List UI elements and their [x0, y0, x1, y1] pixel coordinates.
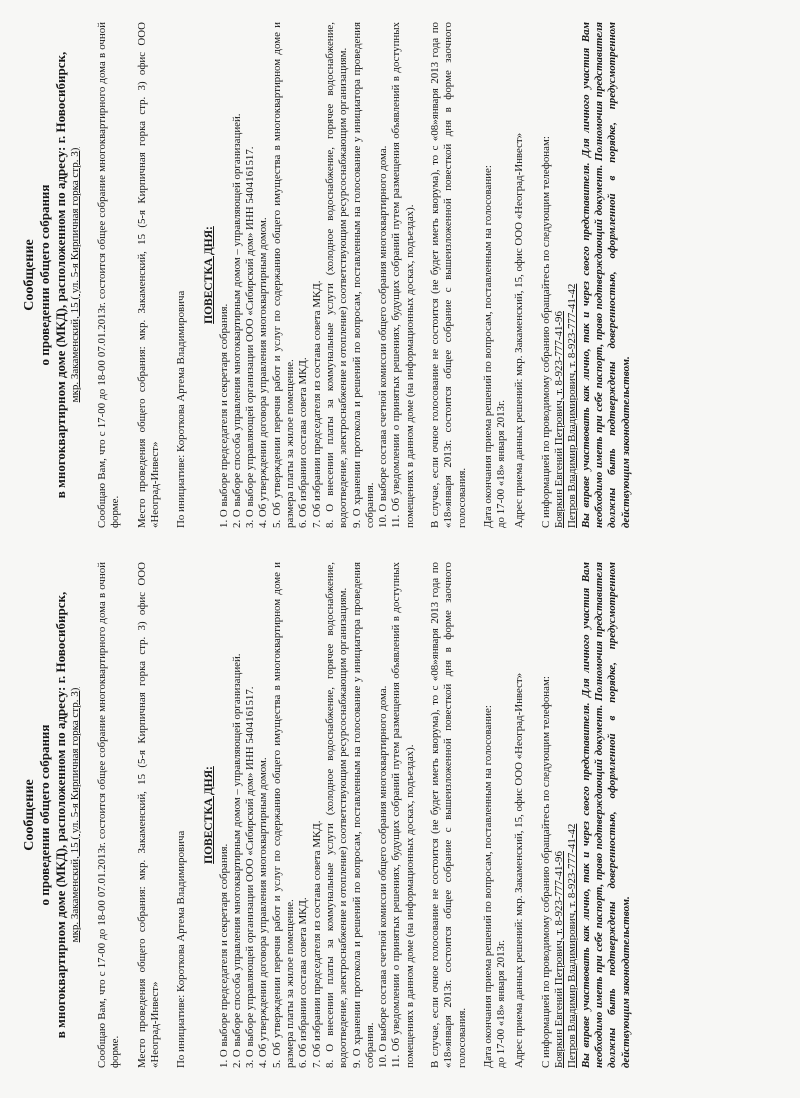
- notice-subtitle: о проведении общего собрания: [37, 184, 53, 366]
- agenda-item: 6. Об избрании состава совета МКД.: [297, 357, 310, 528]
- agenda-list: [218, 562, 417, 1068]
- contact-line: Петров Владимир Владимирович, т. 8-923-777-41-42: [566, 283, 579, 528]
- agenda-item: 9. О хранении протокола и решений по вопросам, поставленным на голосование у инициатора проведения собрания.: [350, 22, 376, 528]
- agenda-title: ПОВЕСТКА ДНЯ:: [202, 226, 215, 324]
- notice-subject: в многоквартирном доме (МКД), расположенном по адресу: г. Новосибирск,: [53, 591, 69, 1039]
- agenda-item: 10. О выборе состава счетной комиссии общего собрания многоквартирного дома.: [377, 145, 390, 528]
- notice-subject: в многоквартирном доме (МКД), расположенном по адресу: г. Новосибирск,: [53, 51, 69, 499]
- notice-title: Сообщение: [22, 779, 37, 851]
- agenda-item: 6. Об избрании состава совета МКД.: [297, 897, 310, 1068]
- notice-rights: Вы вправе участвовать как лично, так и через своего представителя. Для личного участия Вам необходимо иметь при себе паспорт, право подтверждающий документ. Полномочия представителя должны быть подтверждены доверенностью, оформленной в порядке, предусмотренном действующим законодательством.: [579, 22, 632, 528]
- agenda-item: 11. Об уведомлении о принятых решениях, будущих собраний путем размещения объявлений в доступных помещениях в данном доме (на информационных досках, подъездах).: [390, 22, 416, 528]
- notice-rights: Вы вправе участвовать как лично, так и через своего представителя. Для личного участия Вам необходимо иметь при себе паспорт, право подтверждающий документ. Полномочия представителя должны быть подтверждены доверенностью, оформленной в порядке, предусмотренном действующим законодательством.: [579, 562, 632, 1068]
- agenda-item: 3. О выборе управляющей организации ООО «Сибирский дом» ИНН 5404161517.: [244, 686, 257, 1068]
- agenda-item: 7. Об избрании председателя из состава совета МКД.: [310, 280, 323, 528]
- notice-absentee-voting: В случае, если очное голосование не состоится (не будет иметь кворума), то с «08»января 2013 года по «18»января 2013г. состоится общее собрание с вышеизложенной повесткой дня в форме заочного голосования.: [428, 22, 468, 528]
- agenda-item: 4. Об утверждении договора управления многоквартирным домом.: [257, 757, 270, 1068]
- notice-initiator: По инициативе: Короткова Артема Владимировича: [175, 830, 188, 1068]
- agenda-item: 11. Об уведомлении о принятых решениях, будущих собраний путем размещения объявлений в доступных помещениях в данном доме (на информационных досках, подъездах).: [390, 562, 416, 1068]
- agenda-item: 8. О внесении платы за коммунальные услуги (холодное водоснабжение, горячее водоснабжение, водоотведение, электроснабжение и отопление) соответствующим ресурсоснабжающим организациям.: [323, 562, 350, 1068]
- notice-deadline-label: Дата окончания приема решений по вопросам, поставленным на голосование:: [481, 165, 494, 528]
- notice-intro: Сообщаю Вам, что с 17-00 до 18-00 07.01.2013г. состоится общее собрание многоквартирного дома в очной форме.: [96, 562, 122, 1068]
- agenda-item: 7. Об избрании председателя из состава совета МКД.: [310, 820, 323, 1068]
- agenda-item: 10. О выборе состава счетной комиссии общего собрания многоквартирного дома.: [377, 685, 390, 1068]
- notice-subtitle: о проведении общего собрания: [37, 724, 53, 906]
- notice-contacts: [540, 22, 633, 528]
- notice-contacts: [540, 562, 633, 1068]
- meeting-notice-1: [22, 562, 782, 1068]
- contact-line: Бояркин Евгений Петрович, т. 8-923-777-41-96: [553, 851, 566, 1068]
- notice-address: мкр. Закаменский, 15 ( ул. 5-я Кирпичная горка стр. 3): [68, 687, 81, 943]
- agenda-item: 9. О хранении протокола и решений по вопросам, поставленным на голосование у инициатора проведения собрания.: [350, 562, 376, 1068]
- contact-line: Бояркин Евгений Петрович, т. 8-923-777-41-96: [553, 311, 566, 528]
- contact-line: Петров Владимир Владимирович, т. 8-923-777-41-42: [566, 823, 579, 1068]
- notice-receipt-address: Адрес приема данных решений: мкр. Закаменский, 15, офис ООО «Неоград-Инвест»: [513, 672, 526, 1068]
- notice-info-phone: С информацией по проводимому собранию обращайтесь по следующим телефонам:: [539, 136, 552, 528]
- notice-absentee-voting: В случае, если очное голосование не состоится (не будет иметь кворума), то с «08»января 2013 года по «18»января 2013г. состоится общее собрание с вышеизложенной повесткой дня в форме заочного голосования.: [428, 562, 468, 1068]
- notice-info-phone: С информацией по проводимому собранию обращайтесь по следующим телефонам:: [539, 676, 552, 1068]
- notice-initiator: По инициативе: Короткова Артема Владимировича: [175, 290, 188, 528]
- agenda-item: 2. О выборе способа управления многоквартирным домом – управляющей организацией.: [230, 113, 243, 528]
- agenda-item: 2. О выборе способа управления многоквартирным домом – управляющей организацией.: [230, 653, 243, 1068]
- notice-place: Место проведения общего собрания: мкр. Закаменский, 15 (5-я Кирпичная горка стр. 3) офис ООО «Неоград-Инвест»: [135, 562, 161, 1068]
- agenda-title: ПОВЕСТКА ДНЯ:: [202, 766, 215, 864]
- agenda-item: 1. О выборе председателя и секретаря собрания.: [217, 303, 230, 528]
- notice-deadline-date: до 17-00 «18» января 2013г.: [495, 400, 508, 528]
- notice-deadline-label: Дата окончания приема решений по вопросам, поставленным на голосование:: [481, 705, 494, 1068]
- agenda-item: 4. Об утверждении договора управления многоквартирным домом.: [257, 217, 270, 528]
- agenda-item: 8. О внесении платы за коммунальные услуги (холодное водоснабжение, горячее водоснабжение, водоотведение, электроснабжение и отопление) соответствующим ресурсоснабжающим организациям.: [323, 22, 350, 528]
- agenda-list: [218, 22, 417, 528]
- agenda-item: 1. О выборе председателя и секретаря собрания.: [217, 843, 230, 1068]
- notice-deadline-date: до 17-00 «18» января 2013г.: [495, 940, 508, 1068]
- meeting-notice-2: [22, 22, 782, 528]
- agenda-item: 5. Об утверждении перечня работ и услуг по содержанию общего имущества в многоквартирном доме и размера платы за жилое помещение.: [270, 22, 297, 528]
- agenda-item: 5. Об утверждении перечня работ и услуг по содержанию общего имущества в многоквартирном доме и размера платы за жилое помещение.: [270, 562, 297, 1068]
- notice-title: Сообщение: [22, 239, 37, 311]
- agenda-item: 3. О выборе управляющей организации ООО «Сибирский дом» ИНН 5404161517.: [244, 146, 257, 528]
- notice-address: мкр. Закаменский, 15 ( ул. 5-я Кирпичная горка стр. 3): [68, 147, 81, 403]
- notice-intro: Сообщаю Вам, что с 17-00 до 18-00 07.01.2013г. состоится общее собрание многоквартирного дома в очной форме.: [96, 22, 122, 528]
- notice-receipt-address: Адрес приема данных решений: мкр. Закаменский, 15, офис ООО «Неоград-Инвест»: [513, 132, 526, 528]
- notice-place: Место проведения общего собрания: мкр. Закаменский, 15 (5-я Кирпичная горка стр. 3) офис ООО «Неоград-Инвест»: [135, 22, 161, 528]
